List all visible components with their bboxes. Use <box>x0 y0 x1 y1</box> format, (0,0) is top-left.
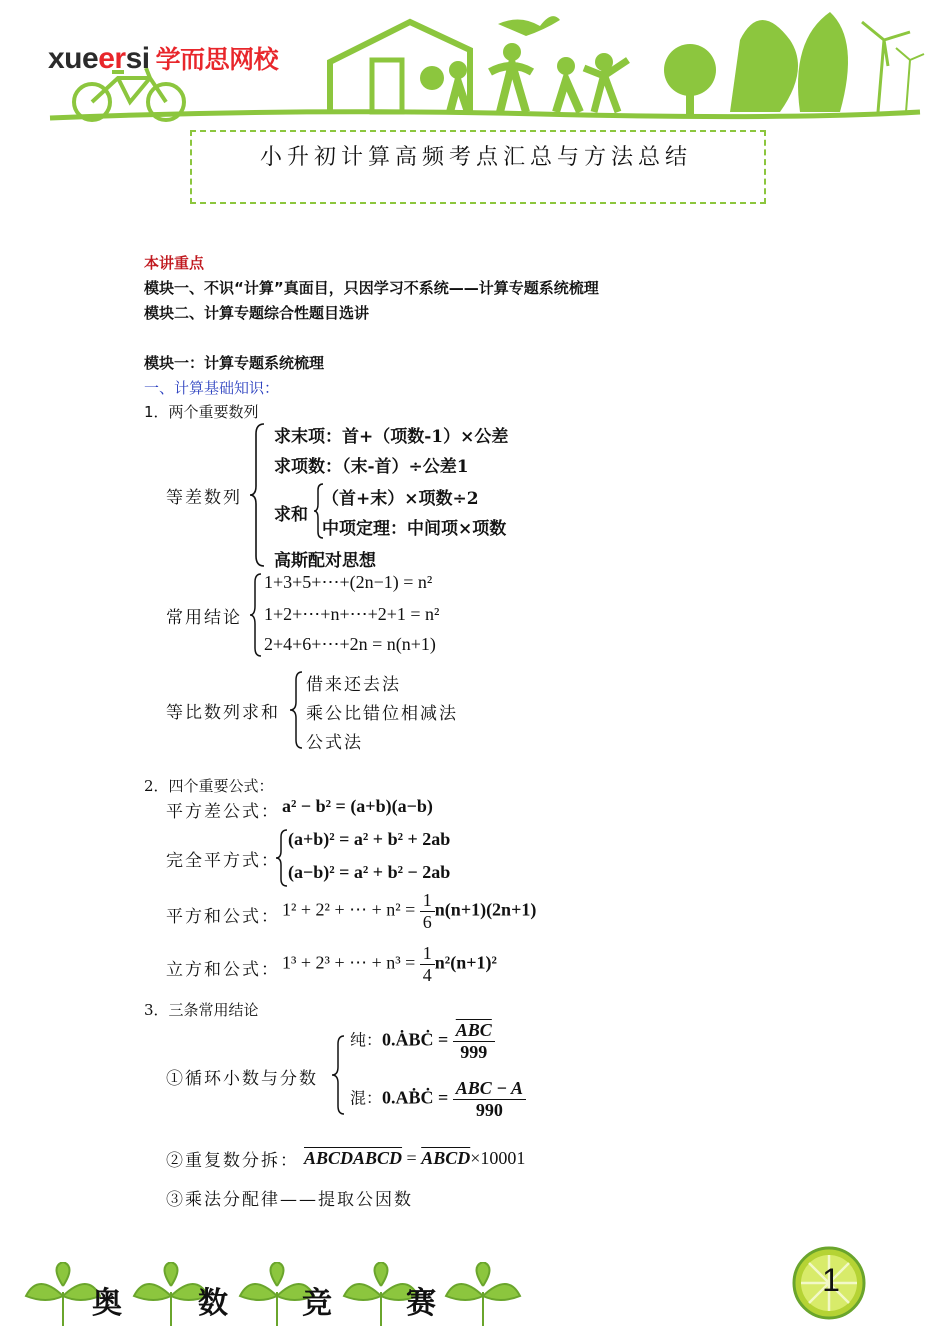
page-title: 小升初计算高频考点汇总与方法总结 <box>259 145 692 170</box>
key-point-1: 模块一、不识“计算”真面目，只因学习不系统——计算专题系统梳理 <box>144 279 599 297</box>
repeat-split-label: ②重复数分拆： <box>166 1151 299 1171</box>
fraction-denominator: 4 <box>422 965 432 985</box>
pure-fraction <box>453 1020 495 1063</box>
fraction-numerator: 1 <box>420 943 435 965</box>
subsection-formulas: 2．四个重要公式： <box>144 777 274 795</box>
fraction-numerator: ABC − A <box>453 1078 526 1100</box>
diff-sq-label: 平方差公式： <box>166 802 280 822</box>
pure-label: 纯： <box>350 1030 383 1050</box>
sq-sum-fraction <box>420 890 435 933</box>
geo-label: 等比数列求和 <box>166 703 280 723</box>
sq-sum-rhs: n(n+1)(2n+1) <box>434 899 537 920</box>
formula-odd-sum: 1+3+5+⋯+(2n−1) = n² <box>264 572 433 592</box>
repeat-split-eq: = <box>402 1148 422 1168</box>
fraction-denominator: 999 <box>460 1042 488 1062</box>
fraction-numerator: $\overline{ABC}$ <box>453 1020 495 1042</box>
geo-method-3: 公式法 <box>306 733 363 753</box>
footer-char-4: 赛 <box>406 1286 436 1321</box>
cube-sum-label: 立方和公式： <box>166 960 280 980</box>
arith-term-count: 求项数：（末-首）÷公差1 <box>274 457 469 477</box>
footer-char-2: 数 <box>198 1286 228 1321</box>
repeat-split-formula <box>304 1148 525 1169</box>
sq-sum-formula <box>282 890 536 933</box>
cube-sum-fraction <box>420 943 435 986</box>
formula-pyramid-sum: 1+2+⋯+n+⋯+2+1 = n² <box>264 604 440 624</box>
cube-sum-lhs: 1³ + 2³ + ⋯ + n³ = <box>282 952 416 973</box>
fraction-denominator: 990 <box>475 1100 503 1120</box>
leaf-icon <box>440 1262 526 1328</box>
arith-sum-formula: （首+末）×项数÷2 <box>322 489 479 509</box>
brace-icon <box>330 1034 348 1116</box>
distributive-law: ③乘法分配律——提取公因数 <box>166 1190 413 1210</box>
mixed-label: 混： <box>350 1088 383 1108</box>
sq-sum-lhs: 1² + 2² + ⋯ + n² = <box>282 899 416 920</box>
perfect-sq-plus: (a+b)² = a² + b² + 2ab <box>288 829 451 849</box>
module1-title: 模块一：计算专题系统梳理 <box>144 354 325 372</box>
sq-sum-label: 平方和公式： <box>166 907 280 927</box>
brace-icon <box>288 670 306 750</box>
pure-lhs: 0.ȦBĊ = <box>382 1029 449 1050</box>
brace-icon <box>248 572 264 658</box>
footer-char-3: 竞 <box>302 1286 332 1321</box>
cube-sum-formula <box>282 943 497 986</box>
geo-method-1: 借来还去法 <box>306 675 401 695</box>
brand-logo <box>48 40 278 76</box>
brace-icon <box>248 422 268 568</box>
arith-gauss: 高斯配对思想 <box>274 551 376 571</box>
arith-sum-label: 求和 <box>274 505 308 525</box>
perfect-sq-minus: (a−b)² = a² + b² − 2ab <box>288 862 451 882</box>
logo-suffix: si <box>125 42 150 75</box>
pure-repeating <box>350 1020 495 1063</box>
arith-middle-term: 中项定理：中间项×项数 <box>322 519 507 539</box>
mixed-repeating <box>350 1078 526 1121</box>
repeat-split-lhs: ABCDABCD <box>304 1148 403 1168</box>
fraction-denominator: 6 <box>422 912 432 932</box>
repeat-split-tail: ×10001 <box>470 1148 526 1168</box>
cube-sum-rhs: n²(n+1)² <box>434 952 497 973</box>
arith-label: 等差数列 <box>166 488 242 508</box>
formula-even-sum: 2+4+6+⋯+2n = n(n+1) <box>264 634 436 654</box>
page-number: 1 <box>822 1262 840 1298</box>
logo-chinese-name: 学而思网校 <box>155 46 279 74</box>
section-basics: 一、计算基础知识： <box>144 379 280 397</box>
common-label: 常用结论 <box>166 608 242 628</box>
key-point-2: 模块二、计算专题综合性题目选讲 <box>144 304 370 322</box>
fraction-numerator: 1 <box>420 890 435 912</box>
mixed-fraction <box>453 1078 526 1121</box>
repeating-label: ①循环小数与分数 <box>166 1069 318 1089</box>
logo-prefix: xue <box>48 42 99 75</box>
repeat-split-rhs: ABCD <box>421 1148 471 1168</box>
mixed-lhs: 0.AḂĊ = <box>382 1087 449 1108</box>
subsection-conclusions: 3．三条常用结论 <box>144 1001 259 1019</box>
subsection-sequences: 1．两个重要数列 <box>144 403 259 421</box>
logo-accent: er <box>98 42 126 75</box>
footer-char-1: 奥 <box>92 1286 122 1321</box>
geo-method-2: 乘公比错位相减法 <box>306 704 458 724</box>
perfect-sq-label: 完全平方式： <box>166 851 280 871</box>
key-points-heading: 本讲重点 <box>144 254 205 272</box>
arith-last-term: 求末项：首+（项数-1）×公差 <box>274 427 509 447</box>
diff-sq-formula: a² − b² = (a+b)(a−b) <box>282 796 433 816</box>
